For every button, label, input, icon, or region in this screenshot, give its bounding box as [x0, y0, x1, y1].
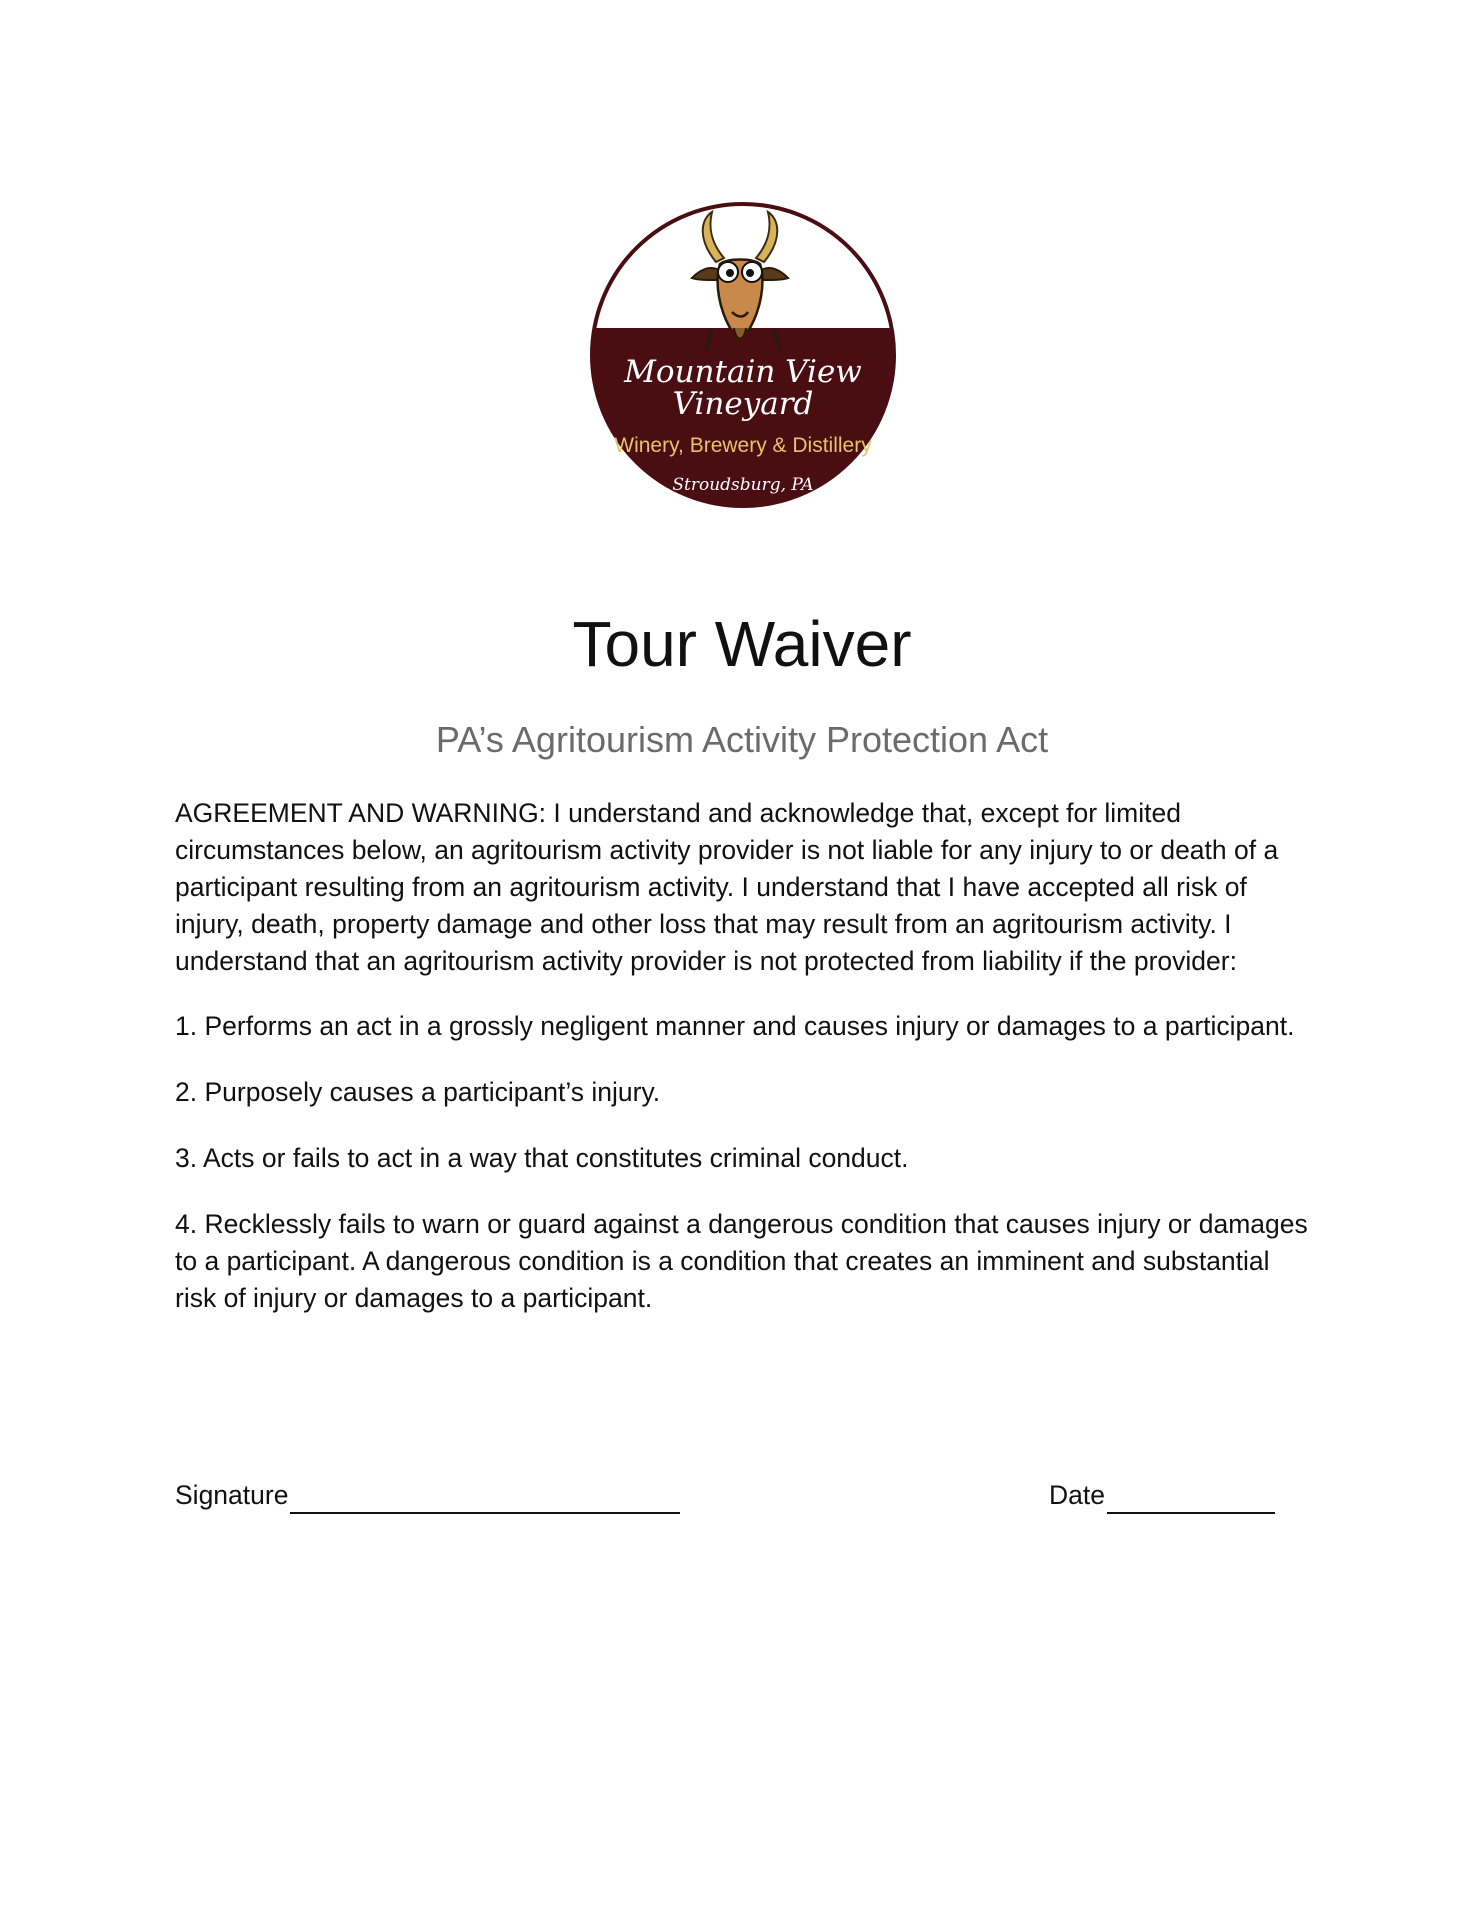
agreement-paragraph: AGREEMENT AND WARNING: I understand and acknowledge that, except for limited circumstances below, an agritourism activity provider is not liable for any injury to or death of a participant resulting from an agritourism activity. I understand that I have accepted all risk of injury, death, property damage and other loss that may result from an agritourism activity. I understand that an agritourism activity provider is not protected from liability if the provider:: [175, 798, 1279, 976]
date-label: Date: [1049, 1480, 1105, 1510]
date-field[interactable]: [1107, 1484, 1275, 1514]
signature-label: Signature: [175, 1480, 289, 1510]
list-item: 4. Recklessly fails to warn or guard against a dangerous condition that causes injury or damages to a participant. A dangerous condition is a condition that creates an imminent and substantial risk of injury or damages to a participant.: [175, 1209, 1308, 1313]
signature-block: [175, 1477, 680, 1514]
page-title: Tour Waiver: [572, 608, 912, 680]
list-item: 3. Acts or fails to act in a way that constitutes criminal conduct.: [175, 1143, 909, 1173]
signature-field[interactable]: [290, 1484, 680, 1514]
logo-location: Stroudsburg, PA: [672, 475, 814, 495]
vineyard-logo: [588, 200, 898, 510]
logo-tagline: Winery, Brewery & Distillery: [614, 434, 872, 457]
logo-name-line2: Vineyard: [672, 386, 814, 422]
list-item: 2. Purposely causes a participant’s injury.: [175, 1077, 661, 1107]
logo-name-line1: Mountain View: [624, 354, 862, 390]
list-item: 1. Performs an act in a grossly negligent manner and causes injury or damages to a participant.: [175, 1011, 1295, 1041]
page-subtitle: PA’s Agritourism Activity Protection Act: [435, 719, 1049, 760]
date-block: [1049, 1477, 1275, 1514]
